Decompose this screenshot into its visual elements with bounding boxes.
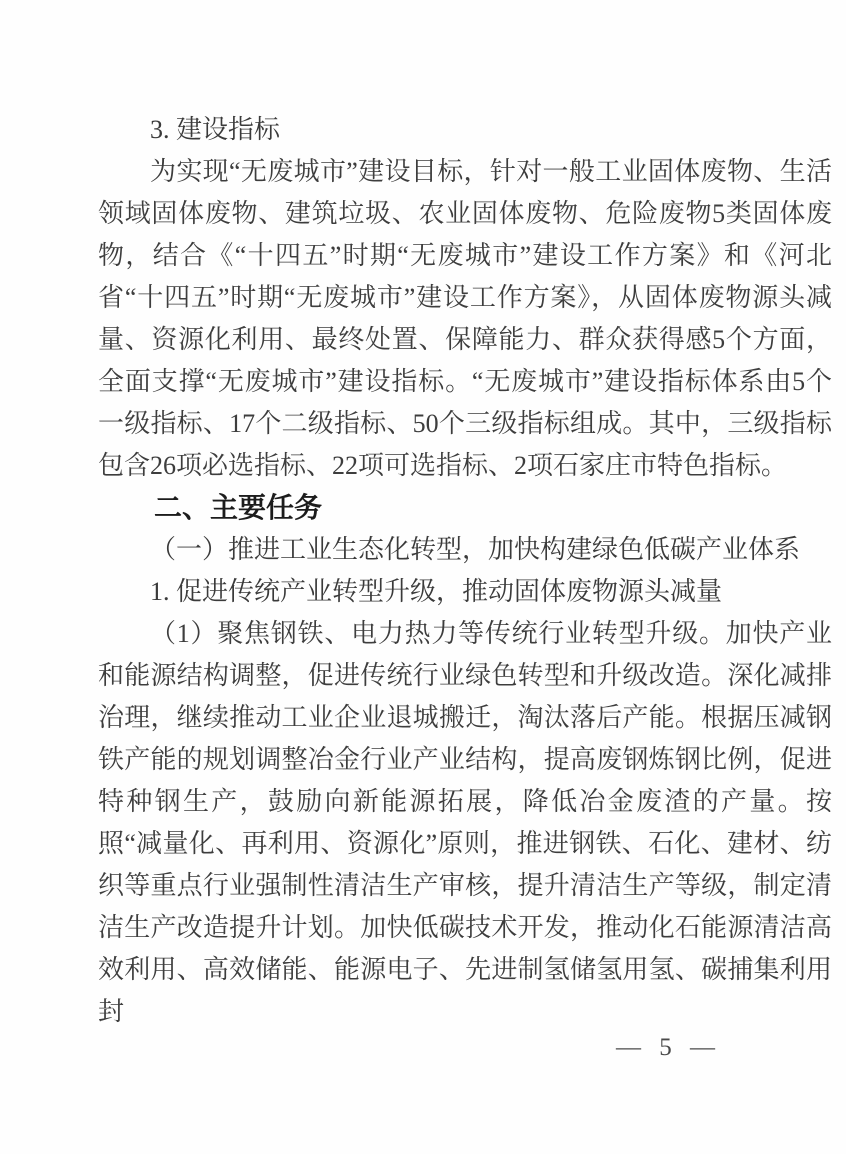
subsection-heading-industrial-eco-transformation: （一）推进工业生态化转型，加快构建绿色低碳产业体系 [150,535,801,564]
section-heading-main-tasks: 二、主要任务 [154,492,323,523]
paragraph-indicator-system: 为实现“无废城市”建设目标，针对一般工业固体废物、生活领域固体废物、建筑垃圾、农业固体废物、危险废物5类固体废物，结合《“十四五”时期“无废城市”建设工作方案》和《河北省“十四五”时期“无废城市”建设工作方案》，从固体废物源头减量、资源化利用、最终处置、保障能力、群众获得感5个方面，全面支撑“无废城市”建设指标。“无废城市”建设指标体系由5个一级指标、17个二级指标、50个三级指标组成。其中，三级指标包含26项必选指标、22项可选指标、2项石家庄市特色指标。 [98,157,832,480]
page-number: — 5 — [616,1034,718,1061]
item-heading-traditional-industry-upgrade: 1. 促进传统产业转型升级，推动固体废物源头减量 [150,577,723,606]
document-body [98,109,832,1033]
paragraph-steel-power-transformation: （1）聚焦钢铁、电力热力等传统行业转型升级。加快产业和能源结构调整，促进传统行业绿色转型和升级改造。深化减排治理，继续推动工业企业退城搬迁，淘汰落后产能。根据压减钢铁产能的规划调整冶金行业产业结构，提高废钢炼钢比例，促进特种钢生产，鼓励向新能源拓展，降低冶金废渣的产量。按照“减量化、再利用、资源化”原则，推进钢铁、石化、建材、纺织等重点行业强制性清洁生产审核，提升清洁生产等级，制定清洁生产改造提升计划。加快低碳技术开发，推动化石能源清洁高效利用、高效储能、能源电子、先进制氢储氢用氢、碳捕集利用封 [98,619,832,1026]
heading-construction-indicators: 3. 建设指标 [150,115,281,144]
